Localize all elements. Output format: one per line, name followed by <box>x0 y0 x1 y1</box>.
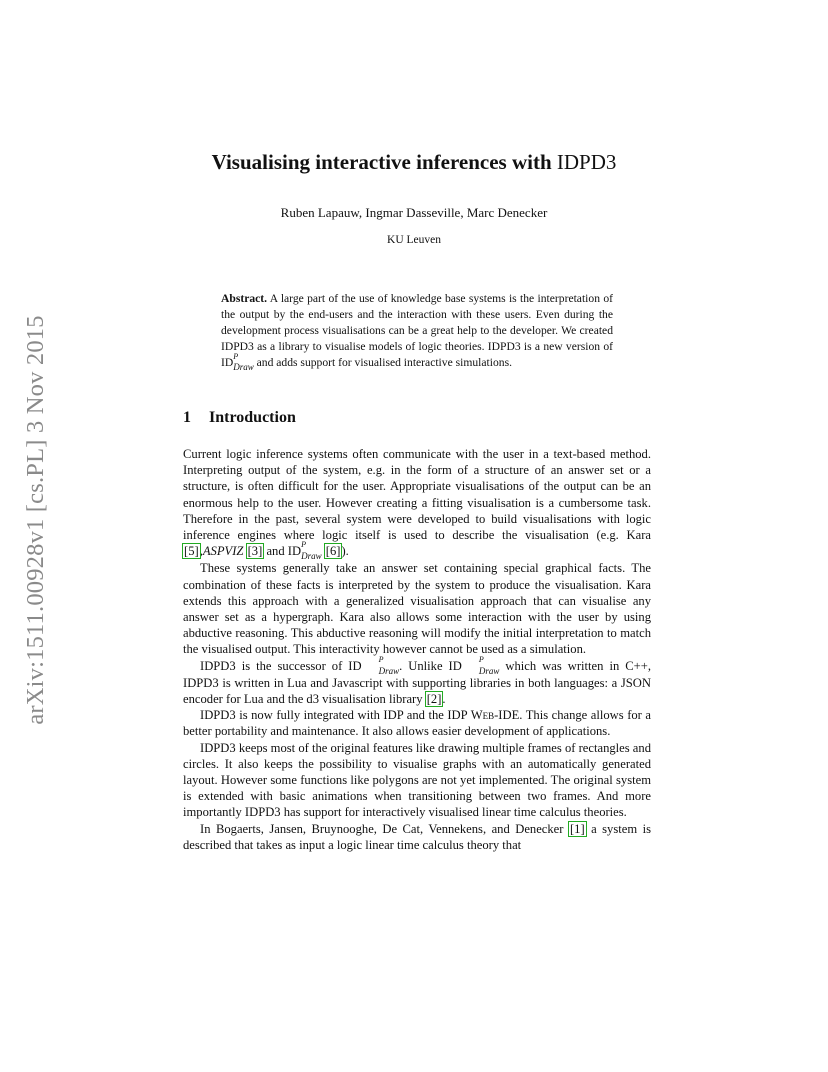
citation-number: 5 <box>188 544 195 559</box>
abstract-label: Abstract. <box>221 292 268 305</box>
arxiv-stamp <box>14 290 58 750</box>
web-ide-name: Web-IDE <box>470 708 520 723</box>
title-system-name: IDPD3 <box>556 150 617 174</box>
text: In Bogaerts, Jansen, Bruynooghe, De Cat, Vennekens, and Denecker <box>200 821 569 836</box>
citation-link[interactable]: [1] <box>569 821 585 836</box>
citation-number: 2 <box>430 692 438 707</box>
abstract-text-end: and adds support for visualised interactive simulations. <box>253 356 512 369</box>
arxiv-identifier: arXiv:1511.00928v1 [cs.PL] 3 Nov 2015 <box>22 315 49 725</box>
citation-number: 3 <box>251 544 259 559</box>
text: . Unlike ID <box>399 658 462 673</box>
section-heading <box>183 409 296 427</box>
text: . <box>442 692 446 707</box>
paragraph: IDPD3 keeps most of the original features like drawing multiple frames of rectangles and circles. It also keeps the possibility to visualise graphs with an automatically generated layout. However some functions like polygons are not yet implemented. The original system is extended with basic animations when transitioning between two frames. And more importantly IDPD3 has support for interactively visualised linear time calculus theories. <box>183 740 651 820</box>
text: IDPD3 is now fully integrated with IDP and the IDP <box>200 708 471 723</box>
idp-draw-symbol <box>362 654 400 676</box>
idp-sup: P <box>233 352 239 361</box>
paragraph <box>183 446 651 560</box>
affiliation: KU Leuven <box>387 234 441 246</box>
idp-sub: Draw <box>478 665 500 676</box>
section-number: 1 <box>183 409 191 426</box>
abstract-text: A large part of the use of knowledge base systems is the interpretation of the output by the end-users and the interaction with these users. Even during the development process visualisations can be a great help to the developer. We created IDPD3 as a library to visualise models of logic theories. IDPD3 is a new version of ID <box>221 292 613 369</box>
idp-sub: Draw <box>301 551 322 562</box>
paragraph <box>183 707 651 739</box>
paper-title <box>0 150 828 175</box>
citation-number: 1 <box>574 821 581 836</box>
text: and ID <box>263 544 302 559</box>
text: a system is described that takes as input a logic linear time calculus theory that <box>183 821 652 852</box>
text: . This change allows for a better portability and maintenance. It also allows easier development of applications. <box>183 708 651 739</box>
citation-link[interactable]: [3] <box>247 544 263 559</box>
idp-draw-symbol <box>462 654 500 676</box>
paragraph <box>183 821 651 853</box>
body-text <box>183 446 651 853</box>
paragraph <box>183 654 652 708</box>
idp-draw-symbol <box>301 540 322 562</box>
text: Current logic inference systems often communicate with the user in a text-based method. Interpreting output of the system, e.g. in the form of a structure of an answer set or a structure, is often difficult for the user. Appropriate visualisations of the output can be an enormous help to the user. However creating a fitting visualisation is a cumbersome task. Therefore in the past, several system were developed to build visualisations with logic inference engines where logic itself is used to describe the visualisation (e.g. Kara <box>183 447 651 543</box>
idp-sup: P <box>301 540 306 550</box>
citation-link[interactable]: [2] <box>426 692 442 707</box>
paragraph: These systems generally take an answer set containing special graphical facts. The combination of these facts is interpreted by the system to produce the visualisation. Kara extends this approach with a generalized visualisation approach that can visualise any answer set as a hypergraph. Kara also allows some interaction with the user by using abductive reasoning. This abductive reasoning will modify the initial interpretation to match the visualised output. This interactivity however cannot be used as a simulation. <box>183 561 651 657</box>
author-list: Ruben Lapauw, Ingmar Dasseville, Marc Denecker <box>280 205 548 220</box>
text: ). <box>341 544 349 559</box>
text: IDPD3 is the successor of ID <box>200 658 362 673</box>
title-text: Visualising interactive inferences with <box>211 150 557 174</box>
text: which was written in C++, IDPD3 is written in Lua and Javascript with supporting libraries in both languages: a JSON encoder for Lua and the d3 visualisation library <box>183 658 652 707</box>
abstract <box>221 291 613 371</box>
aspviz-name: ASPVIZ <box>202 544 244 559</box>
text: , <box>199 544 203 559</box>
citation-link[interactable]: [6] <box>325 544 341 559</box>
citation-link[interactable]: [5] <box>184 544 199 559</box>
idp-sup: P <box>378 654 384 664</box>
idp-sup: P <box>478 654 484 664</box>
idp-sub: Draw <box>378 665 400 676</box>
citation-number: 6 <box>329 544 337 559</box>
idp-draw-symbol <box>233 352 254 372</box>
idp-sub: Draw <box>233 362 254 372</box>
section-title: Introduction <box>209 409 296 426</box>
